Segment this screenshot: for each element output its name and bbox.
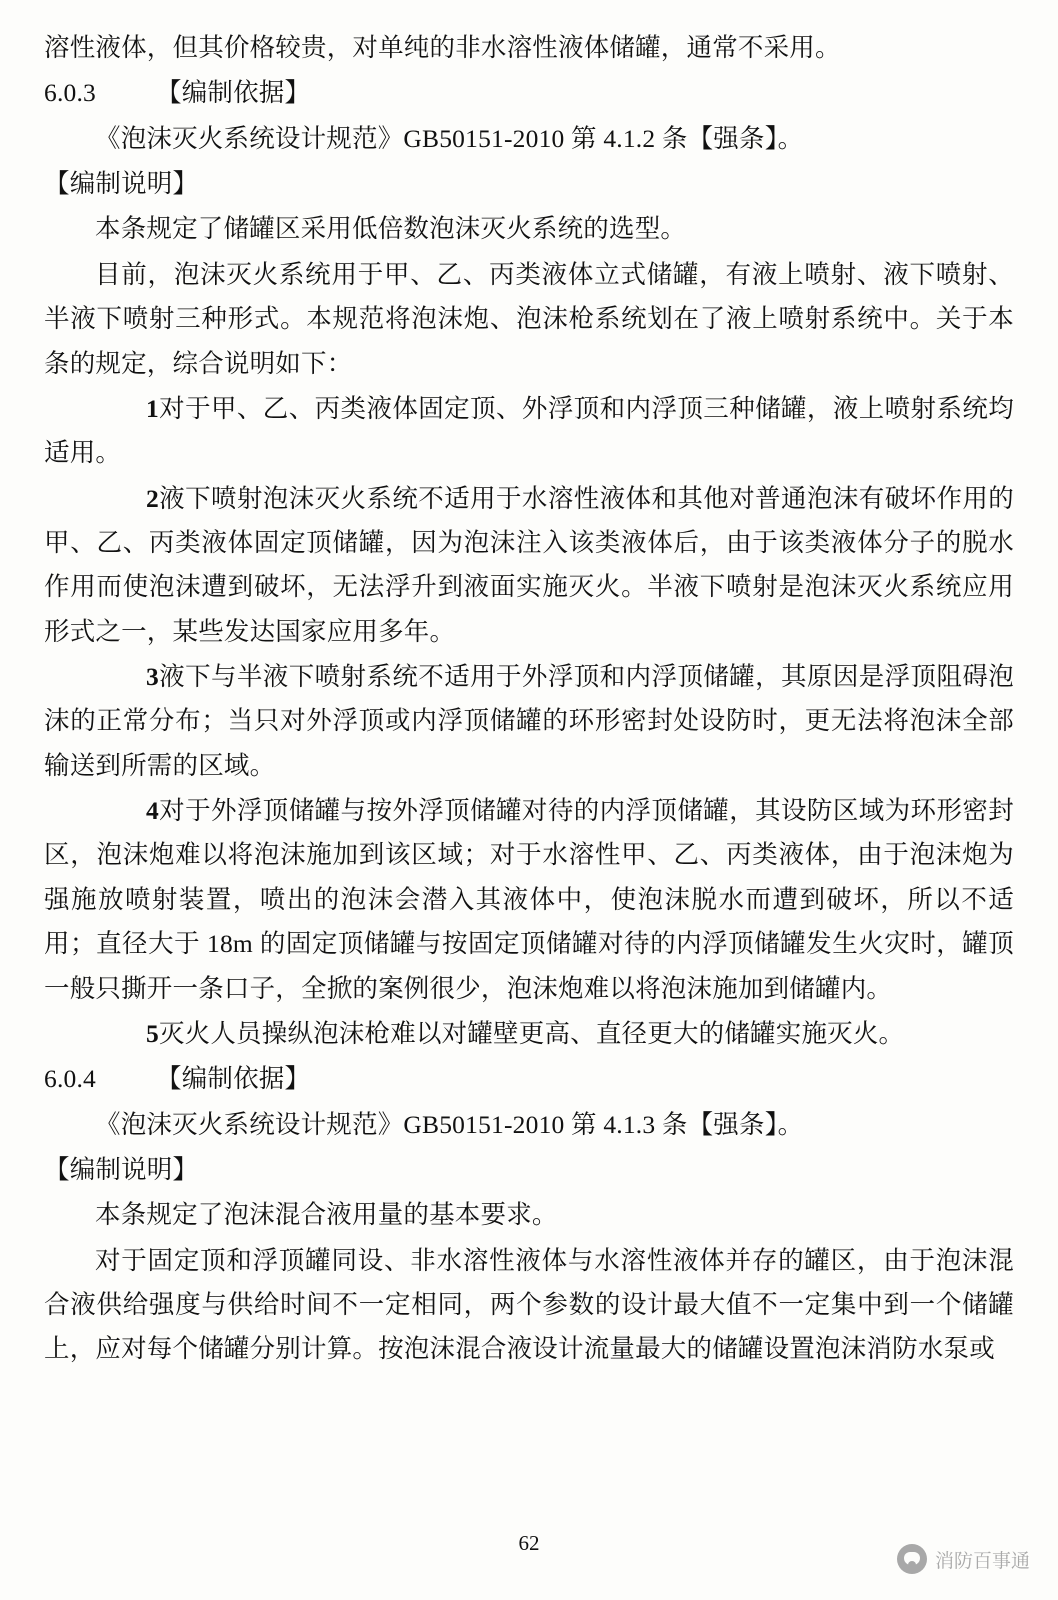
clause-604-note-paragraph-2: 对于固定顶和浮顶罐同设、非水溶性液体与水溶性液体并存的罐区，由于泡沫混合液供给强度与供给时间不一定相同，两个参数的设计最大值不一定集中到一个储罐上，应对每个储罐分别计算。按泡沫混合液设计流量最大的储罐设置泡沫消防水泵或 [44, 1245, 1014, 1364]
list-item [44, 789, 1014, 1011]
list-item-index: 1 [146, 393, 159, 423]
list-item [44, 477, 1014, 654]
page-body [44, 26, 1014, 1372]
list-item [44, 1012, 1014, 1056]
clause-603-basis: 《泡沫灭火系统设计规范》GB50151-2010 第 4.1.2 条【强条】。 [95, 123, 804, 153]
list-item-text: 灭火人员操纵泡沫枪难以对罐壁更高、直径更大的储罐实施灭火。 [158, 1018, 905, 1048]
list-item-text: 液下与半液下喷射系统不适用于外浮顶和内浮顶储罐，其原因是浮顶阻碍泡沫的正常分布；当只对外浮顶或内浮顶储罐的环形密封处设防时，更无法将泡沫全部输送到所需的区域。 [44, 662, 1014, 780]
clause-603-note-paragraph-1: 本条规定了储罐区采用低倍数泡沫灭火系统的选型。 [95, 214, 687, 244]
list-item-text: 对于甲、乙、丙类液体固定顶、外浮顶和内浮顶三种储罐，液上喷射系统均适用。 [44, 393, 1014, 468]
watermark [897, 1544, 1030, 1574]
clause-heading-label: 【编制依据】 [156, 1064, 311, 1094]
list-item-index: 3 [146, 662, 159, 692]
clause-604-basis: 《泡沫灭火系统设计规范》GB50151-2010 第 4.1.3 条【强条】。 [95, 1109, 804, 1139]
clause-604-note-label: 【编制说明】 [44, 1154, 199, 1184]
list-item-text: 对于外浮顶储罐与按外浮顶储罐对待的内浮顶储罐，其设防区域为环形密封区，泡沫炮难以将泡沫施加到该区域；对于水溶性甲、乙、丙类液体，由于泡沫炮为强施放喷射装置，喷出的泡沫会潜入其液体中，使泡沫脱水而遭到破坏，所以不适用；直径大于 18m 的固定顶储罐与按固定顶储罐对待的内浮顶储罐发生火灾时，罐顶一般只撕开一条口子，全掀的案例很少，泡沫炮难以将泡沫施加到储罐内。 [44, 796, 1014, 1003]
watermark-label: 消防百事通 [934, 1550, 1030, 1572]
list-item [44, 655, 1014, 788]
list-item [44, 387, 1014, 476]
paragraph-continued: 溶性液体，但其价格较贵，对单纯的非水溶性液体储罐，通常不采用。 [44, 33, 841, 62]
clause-heading-604 [44, 1057, 1014, 1101]
page-number: 62 [518, 1531, 540, 1555]
clause-604-note-paragraph-1: 本条规定了泡沫混合液用量的基本要求。 [95, 1200, 558, 1230]
clause-heading-label: 【编制依据】 [156, 78, 311, 108]
clause-number: 6.0.4 [44, 1064, 96, 1094]
list-item-text: 液下喷射泡沫灭火系统不适用于水溶性液体和其他对普通泡沫有破坏作用的甲、乙、丙类液体固定顶储罐，因为泡沫注入该类液体后，由于该类液体分子的脱水作用而使泡沫遭到破坏，无法浮升到液面实施灭火。半液下喷射是泡沫灭火系统应用形式之一，某些发达国家应用多年。 [44, 483, 1014, 646]
clause-heading-603 [44, 71, 1014, 115]
clause-number: 6.0.3 [44, 78, 96, 108]
list-item-index: 5 [146, 1018, 159, 1048]
wechat-account-logo-icon [897, 1544, 927, 1574]
clause-603-note-label: 【编制说明】 [44, 169, 199, 199]
clause-603-note-paragraph-2: 目前，泡沫灭火系统用于甲、乙、丙类液体立式储罐，有液上喷射、液下喷射、半液下喷射三种形式。本规范将泡沫炮、泡沫枪系统划在了液上喷射系统中。关于本条的规定，综合说明如下： [44, 259, 1014, 378]
list-item-index: 2 [146, 483, 159, 513]
list-item-index: 4 [146, 796, 159, 826]
